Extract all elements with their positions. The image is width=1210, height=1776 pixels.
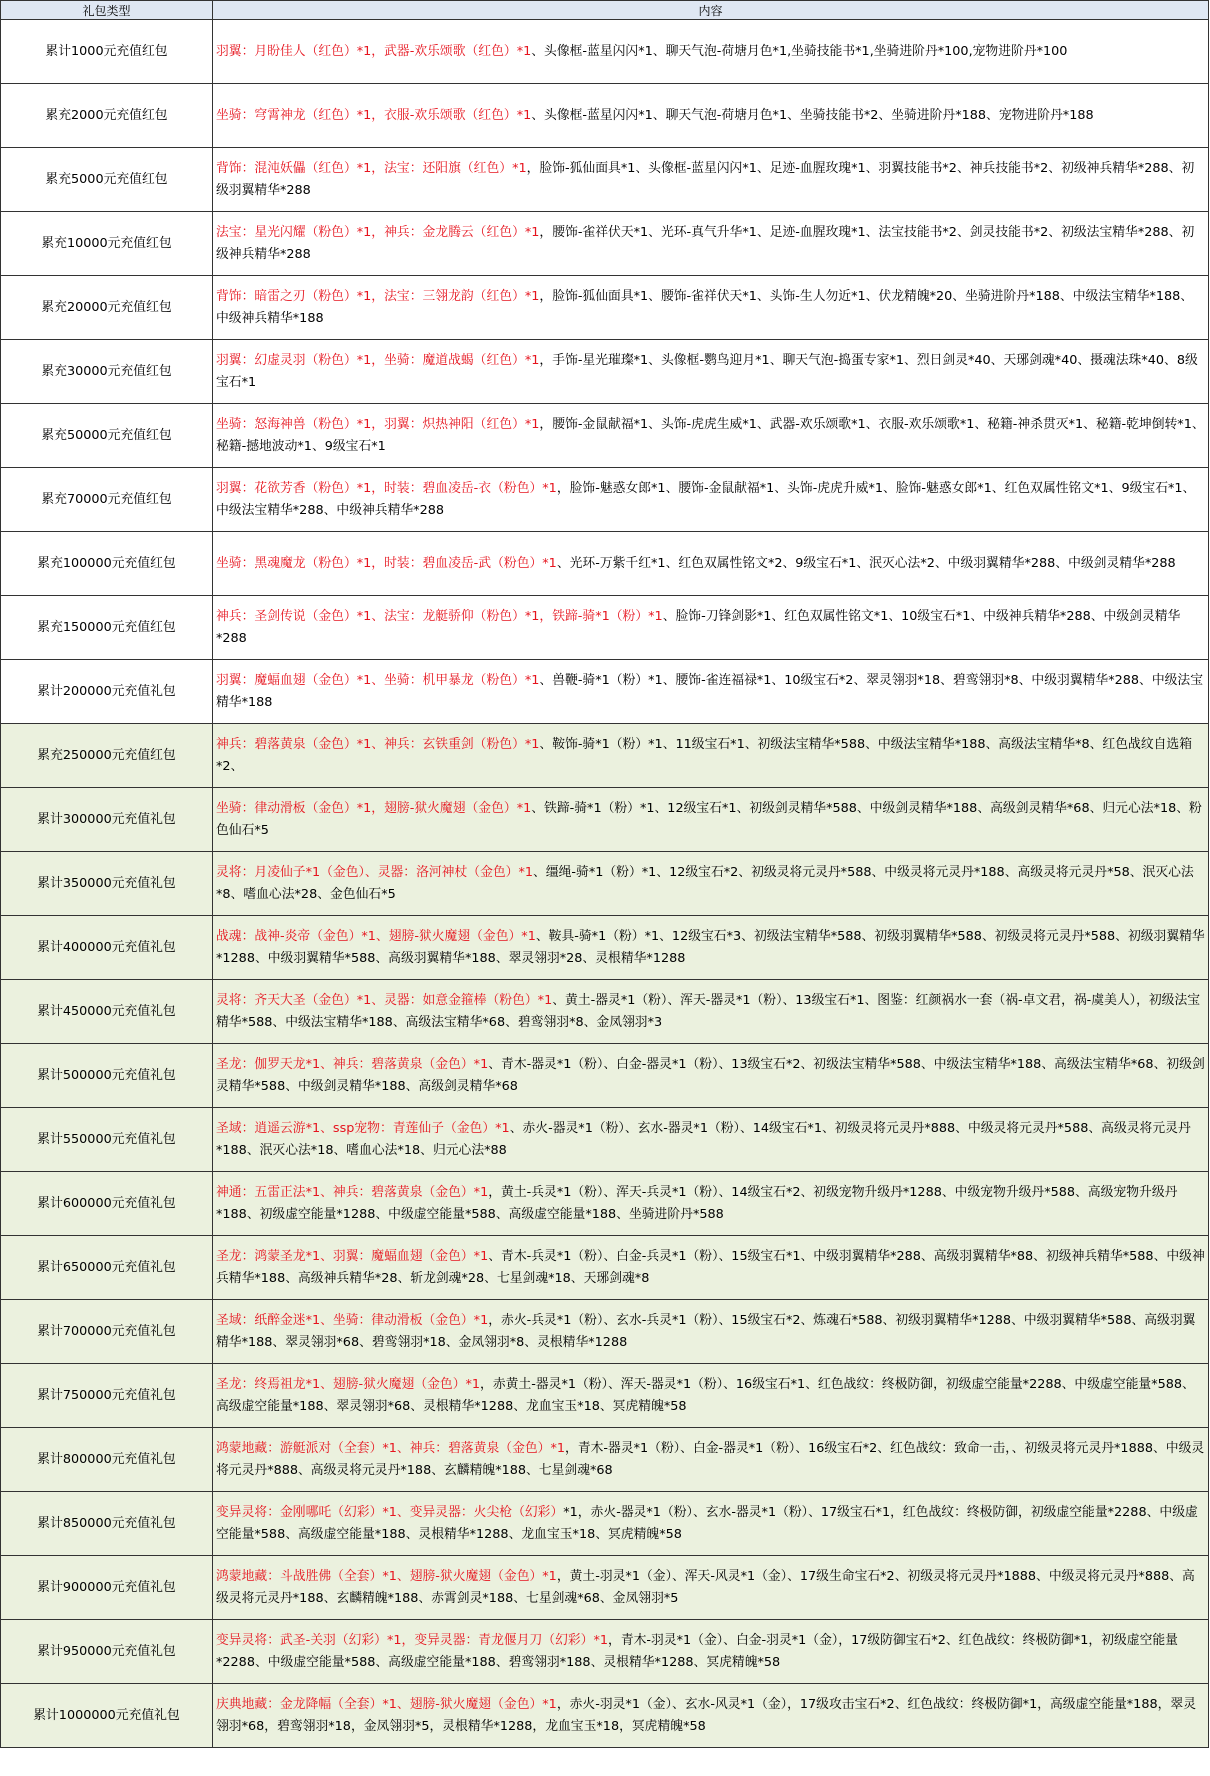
gift-content-cell [213,1428,1209,1492]
gift-content-cell [213,1492,1209,1556]
gift-type-cell: 累充5000元充值红包 [1,148,213,212]
table-row [1,20,1209,84]
rest-text: 、铁蹄-骑*1（粉）*1、12级宝石*1、初级剑灵精华*588、中级剑灵精华*188、高级剑灵精华*68、归元心法*18、粉色仙石*5 [216,800,1202,838]
gift-type-cell: 累计500000元充值礼包 [1,1044,213,1108]
gift-type-cell: 累计1000000元充值礼包 [1,1684,213,1748]
table-row [1,212,1209,276]
rest-text: ，腰饰-雀祥伏天*1、光环-真气升华*1、足迹-血腥玫瑰*1、法宝技能书*2、剑灵技能书*2、初级法宝精华*288、初级神兵精华*288 [216,224,1195,262]
gift-type-cell: 累计1000元充值红包 [1,20,213,84]
table-row [1,1556,1209,1620]
gift-content-cell [213,148,1209,212]
gift-content-cell [213,20,1209,84]
gift-content-cell [213,212,1209,276]
header-type: 礼包类型 [1,1,213,20]
table-header [1,1,1209,20]
gift-content-cell [213,660,1209,724]
rest-text: ，赤黄土-器灵*1（粉）、浑天-器灵*1（粉）、16级宝石*1、红色战纹：终极防御，初级虚空能量*2288、中级虚空能量*588、高级虚空能量*188、翠灵翎羽*68、灵根精华*1288、龙血宝玉*18、冥虎精魄*58 [216,1376,1195,1414]
gift-content-cell [213,1044,1209,1108]
highlight-text: 羽翼：花欲芳香（粉色）*1，时装：碧血凌岳-衣（粉色）*1 [216,480,557,496]
highlight-text: 羽翼：幻虚灵羽（粉色）*1，坐骑：魔道战蝎（红色）*1 [216,352,540,368]
highlight-text: 圣龙：伽罗天龙*1、神兵：碧落黄泉（金色）*1 [216,1056,489,1072]
gift-content-cell [213,788,1209,852]
table-row [1,596,1209,660]
table-row [1,1236,1209,1300]
rest-text: 、鞍具-骑*1（粉）*1、12级宝石*3、初级法宝精华*588、初级羽翼精华*588、初级灵将元灵丹*588、初级羽翼精华*1288、中级羽翼精华*588、高级羽翼精华*188、翠灵翎羽*28、灵根精华*1288 [216,928,1205,966]
table-row [1,84,1209,148]
highlight-text: 圣域：逍遥云游*1、ssp宠物：青莲仙子（金色）*1 [216,1120,510,1136]
table-row [1,468,1209,532]
rest-text: 、脸饰-刀锋剑影*1、红色双属性铭文*1、10级宝石*1、中级神兵精华*288、中级剑灵精华*288 [216,608,1181,646]
gift-type-cell: 累计350000元充值礼包 [1,852,213,916]
gift-type-cell: 累计650000元充值礼包 [1,1236,213,1300]
gift-content-cell [213,916,1209,980]
highlight-text: 灵将：月凌仙子*1（金色）、灵器：洛河神杖（金色）*1 [216,864,534,880]
gift-type-cell: 累计850000元充值礼包 [1,1492,213,1556]
table-row [1,1108,1209,1172]
rest-text: 、青木-兵灵*1（粉）、白金-兵灵*1（粉）、15级宝石*1、中级羽翼精华*288、高级羽翼精华*88、初级神兵精华*588、中级神兵精华*188、高级神兵精华*28、斩龙剑魂*28、七星剑魂*18、天琊剑魂*8 [216,1248,1205,1286]
gift-type-cell: 累充2000元充值红包 [1,84,213,148]
gift-type-cell: 累计550000元充值礼包 [1,1108,213,1172]
gift-type-cell: 累充50000元充值红包 [1,404,213,468]
rest-text: ，黄土-羽灵*1（金）、浑天-风灵*1（金）、17级生命宝石*2、初级灵将元灵丹*1888、中级灵将元灵丹*888、高级灵将元灵丹*188、玄麟精魄*188、赤霄剑灵*188、七星剑魂*68、金凤翎羽*5 [216,1568,1195,1606]
header-content: 内容 [213,1,1209,20]
rest-text: 、光环-万紫千红*1、红色双属性铭文*2、9级宝石*1、泯灭心法*2、中级羽翼精华*288、中级剑灵精华*288 [556,555,1176,571]
gift-content-cell [213,1620,1209,1684]
gift-content-cell [213,724,1209,788]
highlight-text: 变异灵将：金刚哪吒（幻彩）*1、变异灵器：火尖枪（幻彩） [216,1504,564,1520]
highlight-text: 坐骑：穹霄神龙（红色）*1，衣服-欢乐颂歌（红色）*1 [216,107,532,123]
table-row [1,340,1209,404]
highlight-text: 战魂：战神-炎帝（金色）*1、翅膀-狱火魔翅（金色）*1 [216,928,536,944]
table-row [1,404,1209,468]
rest-text: 、头像框-蓝星闪闪*1、聊天气泡-荷塘月色*1、坐骑技能书*2、坐骑进阶丹*188、宠物进阶丹*188 [531,107,1094,123]
gift-content-cell [213,1300,1209,1364]
gift-type-cell: 累充20000元充值红包 [1,276,213,340]
table-row [1,276,1209,340]
highlight-text: 坐骑：律动滑板（金色）*1，翅膀-狱火魔翅（金色）*1 [216,800,532,816]
highlight-text: 神兵：碧落黄泉（金色）*1、神兵：玄铁重剑（粉色）*1 [216,736,540,752]
highlight-text: 鸿蒙地藏：游艇派对（全套）*1、神兵：碧落黄泉（金色）*1 [216,1440,566,1456]
highlight-text: 坐骑：怒海神兽（粉色）*1，羽翼：炽热神阳（红色）*1 [216,416,540,432]
highlight-text: 圣龙：鸿蒙圣龙*1、羽翼：魔蝠血翅（金色）*1 [216,1248,489,1264]
table-row [1,1300,1209,1364]
gift-content-cell [213,404,1209,468]
highlight-text: 背饰：混沌妖儡（红色）*1，法宝：还阳旗（红色）*1 [216,160,527,176]
gift-content-cell [213,1172,1209,1236]
table-row [1,1492,1209,1556]
rest-text: 、头像框-蓝星闪闪*1、聊天气泡-荷塘月色*1,坐骑技能书*1,坐骑进阶丹*100,宠物进阶丹*100 [531,43,1068,59]
rest-text: 、鞍饰-骑*1（粉）*1、11级宝石*1、初级法宝精华*588、中级法宝精华*188、高级法宝精华*8、红色战纹自选箱*2、 [216,736,1193,774]
header-row [1,1,1209,20]
gift-type-cell: 累计200000元充值礼包 [1,660,213,724]
rest-text: ，腰饰-金鼠献福*1、头饰-虎虎生威*1、武器-欢乐颂歌*1、衣服-欢乐颂歌*1、秘籍-神杀贯灭*1、秘籍-乾坤倒转*1、秘籍-撼地波动*1、9级宝石*1 [216,416,1205,454]
rest-text: 、缰绳-骑*1（粉）*1、12级宝石*2、初级灵将元灵丹*588、中级灵将元灵丹*188、高级灵将元灵丹*58、泯灭心法*8、嗜血心法*28、金色仙石*5 [216,864,1194,902]
rest-text: ，赤火-羽灵*1（金）、玄水-风灵*1（金），17级攻击宝石*2、红色战纹：终极防御*1，高级虚空能量*188，翠灵翎羽*68，碧鸾翎羽*18，金凤翎羽*5，灵根精华*1288，龙血宝玉*18，冥虎精魄*58 [216,1696,1197,1734]
table-row [1,1428,1209,1492]
rest-text: ，青木-羽灵*1（金）、白金-羽灵*1（金），17级防御宝石*2、红色战纹：终极防御*1，初级虚空能量*2288、中级虚空能量*588、高级虚空能量*188、碧鸾翎羽*188、灵根精华*1288、冥虎精魄*58 [216,1632,1178,1670]
highlight-text: 庆典地藏：金龙降幅（全套）*1、翅膀-狱火魔翅（金色）*1 [216,1696,557,1712]
rest-text: 、赤火-器灵*1（粉）、玄水-器灵*1（粉）、14级宝石*1、初级灵将元灵丹*888、中级灵将元灵丹*588、高级灵将元灵丹*188、泯灭心法*18、嗜血心法*18、归元心法*88 [216,1120,1191,1158]
highlight-text: 法宝：星光闪耀（粉色）*1，神兵：金龙腾云（红色）*1 [216,224,540,240]
rest-text: *1，赤火-器灵*1（粉）、玄水-器灵*1（粉）、17级宝石*1，红色战纹：终极防御，初级虚空能量*2288、中级虚空能量*588、高级虚空能量*188、灵根精华*1288、龙血宝玉*18、冥虎精魄*58 [216,1504,1198,1542]
highlight-text: 羽翼：月盼佳人（红色）*1，武器-欢乐颂歌（红色）*1 [216,43,532,59]
gift-type-cell: 累计950000元充值礼包 [1,1620,213,1684]
gift-type-cell: 累充100000元充值红包 [1,532,213,596]
highlight-text: 圣域：纸醉金迷*1、坐骑：律动滑板（金色）*1 [216,1312,489,1328]
gift-type-cell: 累充10000元充值红包 [1,212,213,276]
highlight-text: 灵将：齐天大圣（金色）*1、灵器：如意金箍棒（粉色）*1 [216,992,553,1008]
gift-type-cell: 累计750000元充值礼包 [1,1364,213,1428]
table-row [1,1620,1209,1684]
table-row [1,1684,1209,1748]
rest-text: ，赤火-兵灵*1（粉）、玄水-兵灵*1（粉）、15级宝石*2、炼魂石*588、初级羽翼精华*1288、中级羽翼精华*588、高级羽翼精华*188、翠灵翎羽*68、碧鸾翎羽*18、金凤翎羽*8、灵根精华*1288 [216,1312,1196,1350]
gift-content-cell [213,1684,1209,1748]
gift-type-cell: 累充30000元充值红包 [1,340,213,404]
highlight-text: 羽翼：魔蝠血翅（金色）*1、坐骑：机甲暴龙（粉色）*1 [216,672,540,688]
gift-content-cell [213,852,1209,916]
gift-type-cell: 累充70000元充值红包 [1,468,213,532]
gift-content-cell [213,1556,1209,1620]
table-row [1,916,1209,980]
gift-type-cell: 累计300000元充值礼包 [1,788,213,852]
table-row [1,1172,1209,1236]
gift-type-cell: 累计800000元充值礼包 [1,1428,213,1492]
highlight-text: 坐骑：黑魂魔龙（粉色）*1，时装：碧血凌岳-武（粉色）*1 [216,555,557,571]
table-row [1,1044,1209,1108]
table-row [1,532,1209,596]
table-body [1,20,1209,1748]
gift-type-cell: 累计600000元充值礼包 [1,1172,213,1236]
gift-type-cell: 累计700000元充值礼包 [1,1300,213,1364]
rest-text: ，青木-器灵*1（粉）、白金-器灵*1（粉）、16级宝石*2、红色战纹：致命一击，、初级灵将元灵丹*1888、中级灵将元灵丹*888、高级灵将元灵丹*188、玄麟精魄*188、七星剑魂*68 [216,1440,1205,1478]
rest-text: 、黄土-器灵*1（粉）、浑天-器灵*1（粉）、13级宝石*1、图鉴：红颜祸水一套（祸-卓文君，祸-虞美人），初级法宝精华*588、中级法宝精华*188、高级法宝精华*68、碧鸾翎羽*8、金凤翎羽*3 [216,992,1201,1030]
gift-content-cell [213,276,1209,340]
highlight-text: 神兵：圣剑传说（金色）*1、法宝：龙艇骄仰（粉色）*1，铁蹄-骑*1（粉）*1 [216,608,663,624]
gift-content-cell [213,468,1209,532]
gift-content-cell [213,980,1209,1044]
rest-text: ，黄土-兵灵*1（粉）、浑天-兵灵*1（粉）、14级宝石*2、初级宠物升级丹*1288、中级宠物升级丹*588、高级宠物升级丹*188、初级虚空能量*1288、中级虚空能量*588、高级虚空能量*188、坐骑进阶丹*588 [216,1184,1178,1222]
table-row [1,660,1209,724]
highlight-text: 圣龙：终焉祖龙*1、翅膀-狱火魔翅（金色）*1 [216,1376,481,1392]
gift-type-cell: 累计900000元充值礼包 [1,1556,213,1620]
rest-text: ，手饰-星光璀璨*1、头像框-鹦鸟迎月*1、聊天气泡-捣蛋专家*1、烈日剑灵*40、天琊剑魂*40、摄魂法珠*40、8级宝石*1 [216,352,1198,390]
gift-content-cell [213,596,1209,660]
gift-content-cell [213,340,1209,404]
gift-type-cell: 累计450000元充值礼包 [1,980,213,1044]
highlight-text: 变异灵将：武圣-关羽（幻彩）*1，变异灵器：青龙偃月刀（幻彩）*1 [216,1632,609,1648]
gift-content-cell [213,1236,1209,1300]
table-row [1,980,1209,1044]
gift-content-cell [213,1108,1209,1172]
table-row [1,788,1209,852]
table-row [1,724,1209,788]
highlight-text: 鸿蒙地藏：斗战胜佛（全套）*1、翅膀-狱火魔翅（金色）*1 [216,1568,557,1584]
table-row [1,852,1209,916]
highlight-text: 背饰：暗雷之刃（粉色）*1，法宝：三翎龙韵（红色）*1 [216,288,540,304]
table-row [1,148,1209,212]
rest-text: ，脸饰-魅惑女郎*1、腰饰-金鼠献福*1、头饰-虎虎升威*1、脸饰-魅惑女郎*1、红色双属性铭文*1、9级宝石*1、中级法宝精华*288、中级神兵精华*288 [216,480,1196,518]
gift-content-cell [213,1364,1209,1428]
rest-text: ，脸饰-狐仙面具*1、腰饰-雀祥伏天*1、头饰-生人勿近*1、伏龙精魄*20、坐骑进阶丹*188、中级法宝精华*188、中级神兵精华*188 [216,288,1194,326]
gift-content-cell [213,84,1209,148]
gift-content-cell [213,532,1209,596]
gift-type-cell: 累充250000元充值红包 [1,724,213,788]
table-row [1,1364,1209,1428]
rest-text: 、兽鞭-骑*1（粉）*1、腰饰-雀连福禄*1、10级宝石*2、翠灵翎羽*18、碧鸾翎羽*8、中级羽翼精华*288、中级法宝精华*188 [216,672,1204,710]
highlight-text: 神通：五雷正法*1、神兵：碧落黄泉（金色）*1 [216,1184,489,1200]
rest-text: ，脸饰-狐仙面具*1、头像框-蓝星闪闪*1、足迹-血腥玫瑰*1、羽翼技能书*2、神兵技能书*2、初级神兵精华*288、初级羽翼精华*288 [216,160,1195,198]
gift-type-cell: 累计400000元充值礼包 [1,916,213,980]
gift-type-cell: 累充150000元充值红包 [1,596,213,660]
rest-text: 、青木-器灵*1（粉）、白金-器灵*1（粉）、13级宝石*2、初级法宝精华*588、中级法宝精华*188、高级法宝精华*68、初级剑灵精华*588、中级剑灵精华*188、高级剑灵精华*68 [216,1056,1205,1094]
